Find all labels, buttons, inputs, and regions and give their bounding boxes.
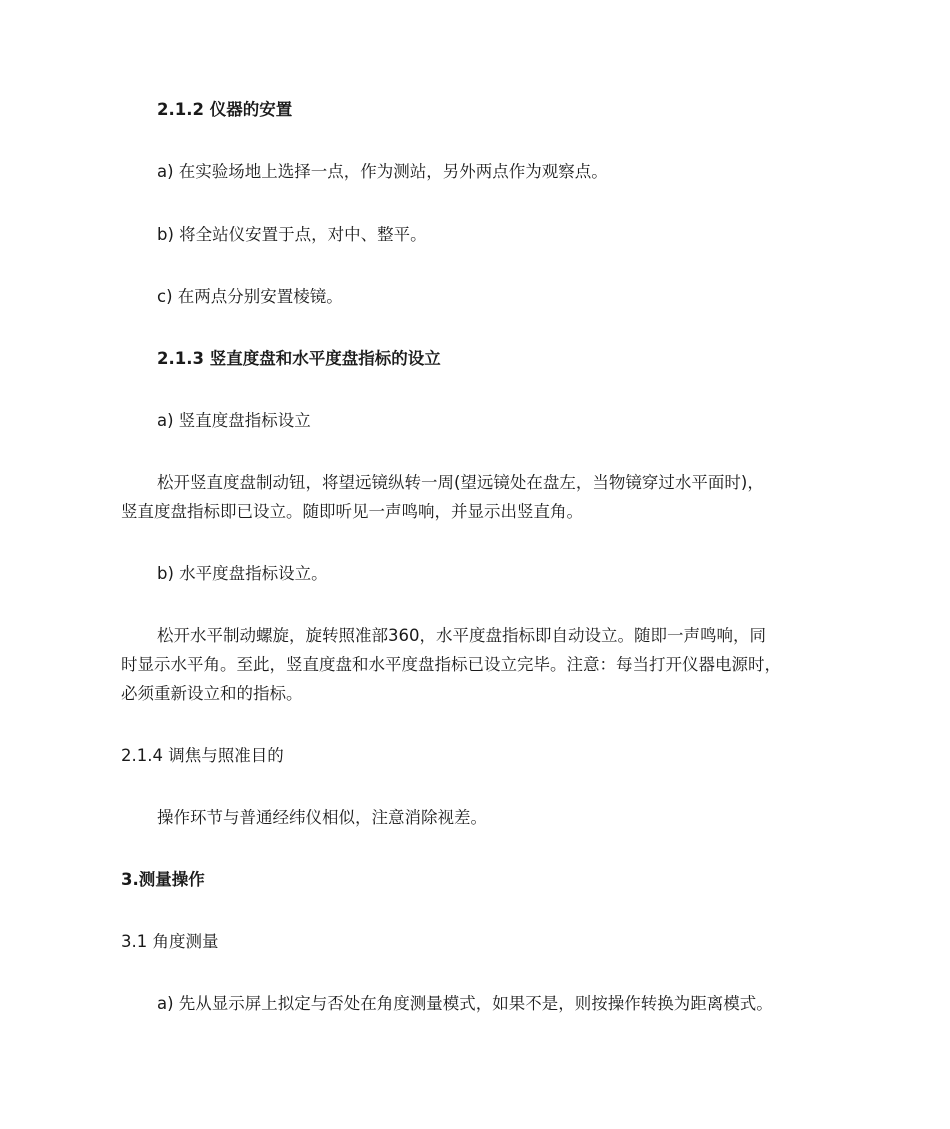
paragraph-line: 时显示水平角。至此，竖直度盘和水平度盘指标已设立完毕。注意：每当打开仪器电源时，: [121, 655, 781, 674]
list-item: c) 在两点分别安置棱镜。: [157, 287, 343, 306]
paragraph-line: 必须重新设立和的指标。: [121, 684, 303, 703]
list-item: a) 竖直度盘指标设立: [157, 411, 311, 430]
section-heading-3-1: 3.1 角度测量: [121, 932, 219, 951]
list-item: a) 先从显示屏上拟定与否处在角度测量模式，如果不是，则按操作转换为距离模式。: [157, 994, 773, 1013]
section-heading-2-1-3: 2.1.3 竖直度盘和水平度盘指标的设立: [157, 349, 441, 368]
section-heading-2-1-2: 2.1.2 仪器的安置: [157, 100, 293, 119]
list-item: a) 在实验场地上选择一点，作为测站，另外两点作为观察点。: [157, 162, 608, 181]
list-item: b) 水平度盘指标设立。: [157, 564, 328, 583]
paragraph-line: 松开水平制动螺旋，旋转照准部360，水平度盘指标即自动设立。随即一声鸣响，同: [157, 626, 766, 645]
paragraph-line: 松开竖直度盘制动钮，将望远镜纵转一周(望远镜处在盘左，当物镜穿过水平面时)，: [157, 473, 764, 492]
section-heading-3: 3.测量操作: [121, 870, 205, 889]
section-heading-2-1-4: 2.1.4 调焦与照准目的: [121, 746, 284, 765]
list-item: b) 将全站仪安置于点，对中、整平。: [157, 225, 427, 244]
paragraph-line: 竖直度盘指标即已设立。随即听见一声鸣响，并显示出竖直角。: [121, 502, 583, 521]
list-item: 操作环节与普通经纬仪相似，注意消除视差。: [157, 808, 487, 827]
